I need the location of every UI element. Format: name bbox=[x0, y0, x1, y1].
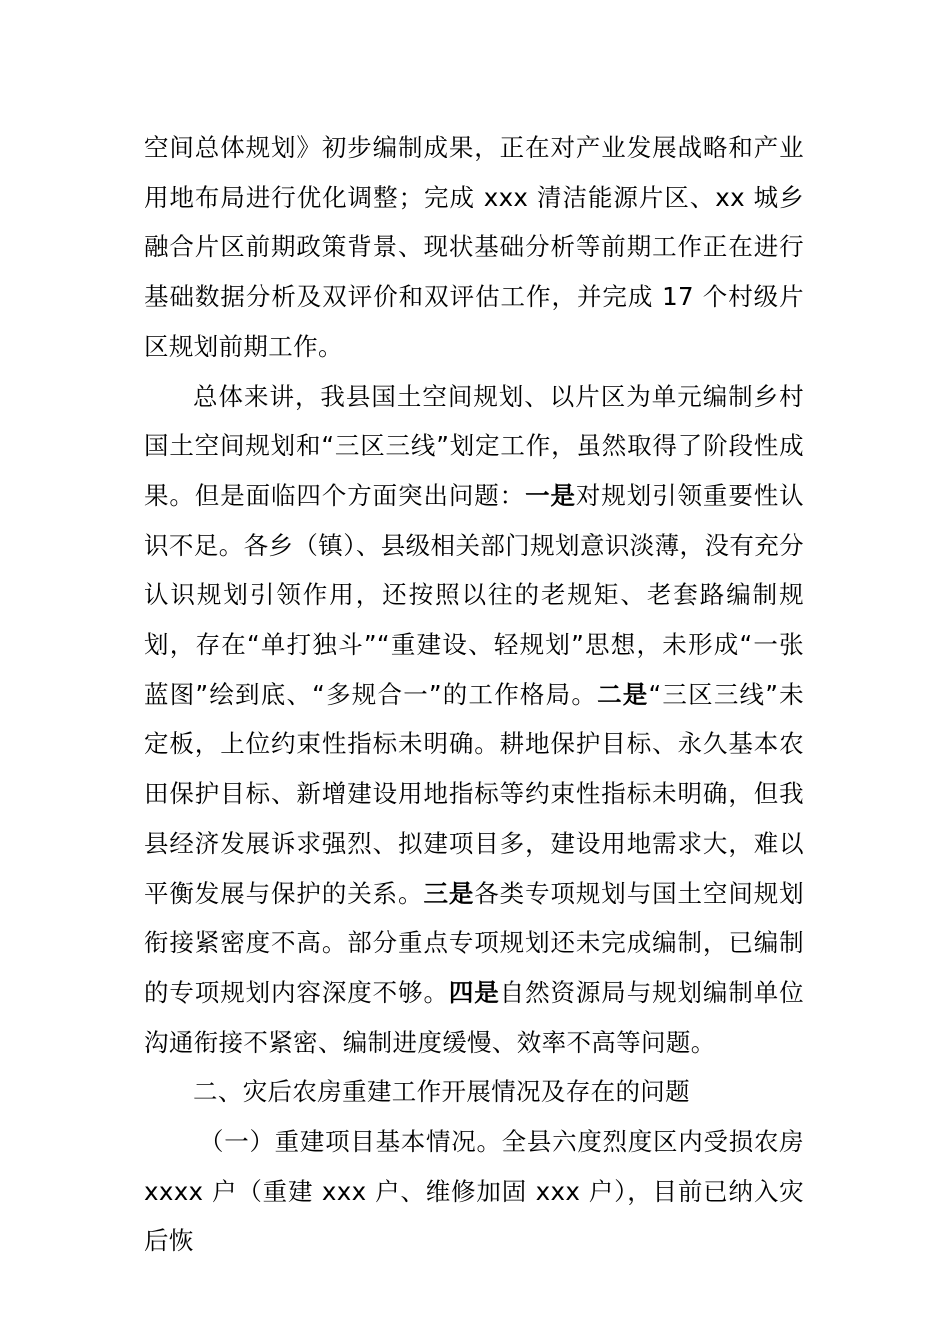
problem-4-label: 四是 bbox=[448, 977, 500, 1007]
problems-intro: 总体来讲，我县国土空间规划、以片区为单元编制乡村国土空间规划和“三区三线”划定工作，虽然取得了阶段性成果。但是面临四个方面突出问题： bbox=[144, 381, 804, 510]
section-heading-rebuild: 二、灾后农房重建工作开展情况及存在的问题 bbox=[193, 1077, 690, 1107]
problem-3-label: 三是 bbox=[423, 878, 475, 908]
paragraph-overall-problems bbox=[144, 372, 804, 1068]
problem-2-label: 二是 bbox=[597, 679, 649, 709]
problem-4-text: 自然资源局与规划编制单位沟通衔接不紧密、编制进度缓慢、效率不高等问题。 bbox=[144, 977, 804, 1057]
problem-1-label: 一是 bbox=[525, 480, 576, 510]
paragraph-rebuild-overview: （一）重建项目基本情况。全县六度烈度区内受损农房 xxxx 户（重建 xxx 户、维修加固 xxx 户），目前已纳入灾后恢 bbox=[144, 1127, 804, 1256]
problem-1-text: 对规划引领重要性认识不足。各乡（镇）、县级相关部门规划意识淡薄，没有充分认识规划引领作用，还按照以往的老规矩、老套路编制规划，存在“单打独斗”“重建设、轻规划”思想，未形成“一张蓝图”绘到底、“多规合一”的工作格局。 bbox=[144, 480, 805, 709]
problem-2-text: “三区三线”未定板，上位约束性指标未明确。耕地保护目标、永久基本农田保护目标、新增建设用地指标等约束性指标未明确，但我县经济发展诉求强烈、拟建项目多，建设用地需求大，难以平衡发展与保护的关系。 bbox=[144, 679, 804, 908]
document-page bbox=[144, 123, 804, 1266]
paragraph-planning-progress: 空间总体规划》初步编制成果，正在对产业发展战略和产业用地布局进行优化调整；完成 xxx 清洁能源片区、xx 城乡融合片区前期政策背景、现状基础分析等前期工作正在进行基础数据分析及双评价和双评估工作，并完成 17 个村级片区规划前期工作。 bbox=[144, 133, 804, 361]
problem-3-text: 各类专项规划与国土空间规划衔接紧密度不高。部分重点专项规划还未完成编制，已编制的专项规划内容深度不够。 bbox=[144, 878, 804, 1007]
